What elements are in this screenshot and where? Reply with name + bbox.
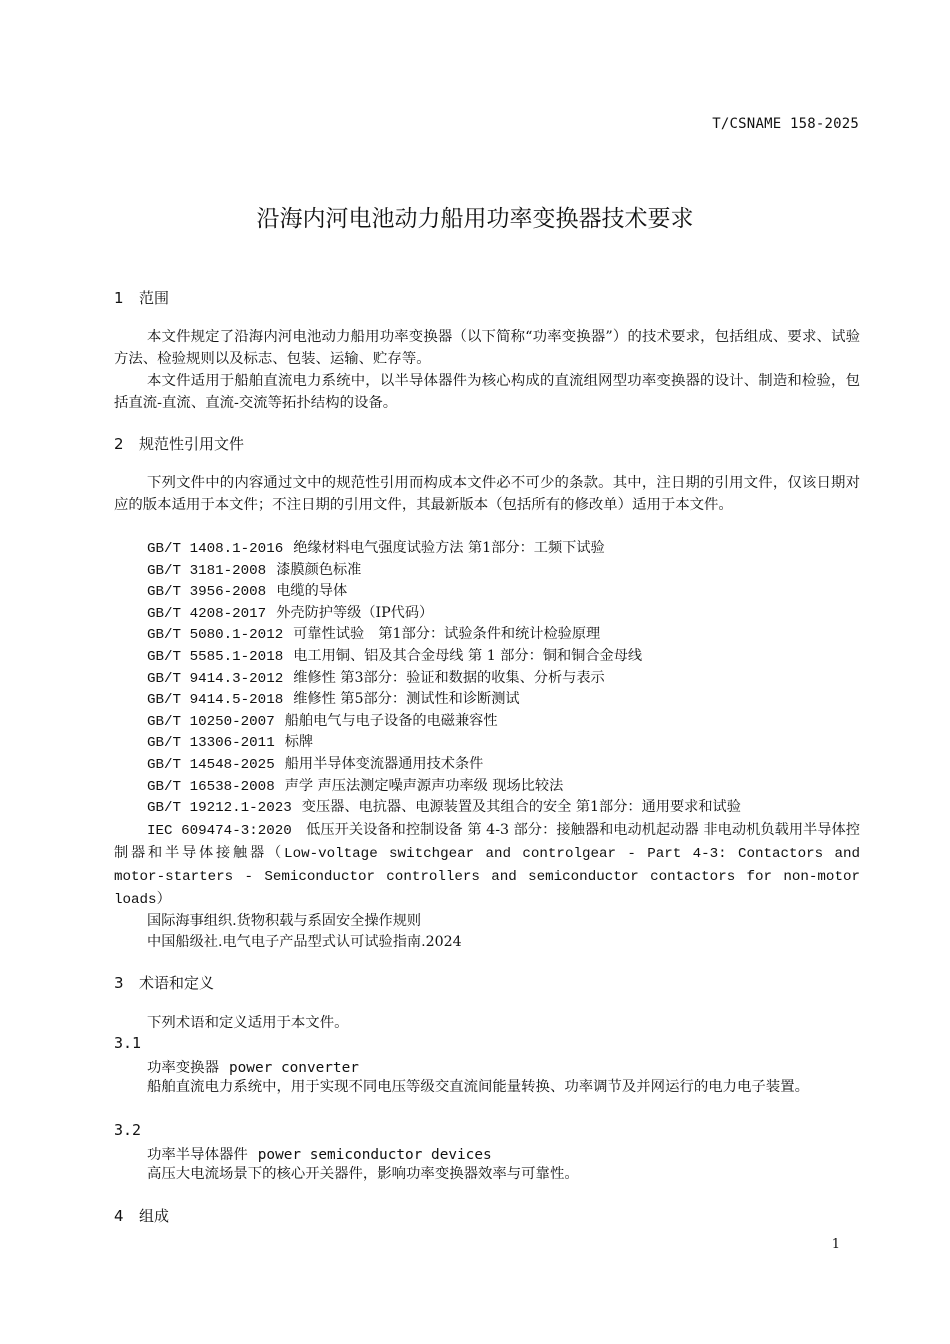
reference-title: 可靠性试验 第1部分：试验条件和统计检验原理 [293, 626, 601, 643]
reference-item [114, 624, 860, 646]
term-definition: 船舶直流电力系统中，用于实现不同电压等级交直流间能量转换、功率调节及并网运行的电力电子装置。 [147, 1079, 809, 1095]
reference-title: 电缆的导体 [276, 583, 348, 600]
reference-title: 船用半导体变流器通用技术条件 [284, 755, 484, 772]
section-heading-composition [114, 1205, 169, 1226]
page-number: 1 [831, 1237, 840, 1252]
term-heading [147, 1056, 359, 1077]
reference-title: 绝缘材料电气强度试验方法 第1部分：工频下试验 [293, 540, 605, 556]
reference-code: GB/T 19212.1-2023 [147, 800, 292, 817]
section-number: 2 [114, 435, 124, 453]
reference-list [114, 538, 860, 954]
reference-code: IEC 609474-3:2020 [147, 822, 292, 839]
reference-title: 国际海事组织.货物积载与系固安全操作规则 [147, 912, 422, 929]
reference-title: 外壳防护等级（IP代码） [276, 604, 434, 621]
document-code: T/CSNAME 158-2025 [712, 116, 859, 132]
reference-title: 电工用铜、铝及其合金母线 第 1 部分：铜和铜合金母线 [293, 647, 643, 664]
reference-item [114, 538, 860, 560]
section-heading-terms [114, 972, 214, 993]
reference-item [114, 646, 860, 668]
scope-paragraph-1: 本文件规定了沿海内河电池动力船用功率变换器（以下简称“功率变换器”）的技术要求，包括组成、要求、试验方法、检验规则以及标志、包装、运输、贮存等。 [114, 329, 860, 367]
reference-item [114, 776, 860, 798]
reference-code: GB/T 3181-2008 [147, 562, 267, 579]
term-number: 3.1 [114, 1034, 142, 1052]
term-cn: 功率变换器 [147, 1060, 219, 1076]
reference-code: GB/T 1408.1-2016 [147, 541, 284, 557]
document-title: 沿海内河电池动力船用功率变换器技术要求 [256, 206, 694, 232]
section-heading-scope [114, 287, 169, 308]
reference-code: GB/T 13306-2011 [147, 735, 275, 752]
reference-item [114, 603, 860, 625]
term-en: power semiconductor devices [257, 1147, 492, 1163]
reference-title: 船舶电气与电子设备的电磁兼容性 [284, 712, 498, 729]
reference-item [114, 732, 860, 754]
reference-item [114, 911, 860, 933]
section-title: 规范性引用文件 [139, 435, 245, 453]
section-title: 术语和定义 [139, 974, 215, 992]
reference-item [114, 668, 860, 690]
reference-item-iec [114, 819, 860, 911]
term-definition: 高压大电流场景下的核心开关器件，影响功率变换器效率与可靠性。 [147, 1166, 579, 1182]
reference-title: 声学 声压法测定噪声源声功率级 现场比较法 [284, 777, 564, 794]
reference-title-cn: 低压开关设备和控制设备 第 4-3 部分：接触器和电动机起动器 非电动机负载用半导体控制器和半导体接触器 [114, 821, 860, 861]
reference-item [114, 560, 860, 582]
reference-code: GB/T 9414.3-2012 [147, 670, 284, 687]
section-heading-normative-references [114, 433, 244, 454]
reference-item [114, 754, 860, 776]
section-title: 组成 [139, 1207, 170, 1225]
reference-item [114, 689, 860, 711]
section-number: 1 [114, 289, 124, 307]
reference-code: GB/T 10250-2007 [147, 713, 275, 730]
reference-code: GB/T 5585.1-2018 [147, 648, 284, 665]
reference-title: 维修性 第5部分：测试性和诊断测试 [293, 691, 520, 708]
section-title: 范围 [139, 289, 170, 307]
reference-item [114, 711, 860, 733]
reference-code: GB/T 4208-2017 [147, 605, 267, 622]
term-heading [147, 1143, 492, 1164]
reference-item [114, 932, 860, 954]
reference-code: GB/T 16538-2008 [147, 778, 275, 795]
reference-code: GB/T 5080.1-2012 [147, 627, 284, 644]
reference-item [114, 797, 860, 819]
terms-intro: 下列术语和定义适用于本文件。 [147, 1015, 349, 1031]
reference-item [114, 581, 860, 603]
term-number: 3.2 [114, 1121, 142, 1139]
section-number: 4 [114, 1207, 124, 1225]
reference-title: 维修性 第3部分：验证和数据的收集、分析与表示 [293, 669, 605, 686]
term-en: power converter [228, 1060, 359, 1076]
reference-title: 变压器、电抗器、电源装置及其组合的安全 第1部分：通用要求和试验 [301, 799, 741, 816]
reference-title: 中国船级社.电气电子产品型式认可试验指南.2024 [147, 934, 462, 951]
reference-title-en: （Low-voltage switchgear and controlgear - Part 4-3: Contactors and motor-starters - Semiconductor controllers and semiconductor contactors for non-motor loads） [114, 845, 860, 908]
reference-code: GB/T 14548-2025 [147, 756, 275, 773]
normative-intro: 下列文件中的内容通过文中的规范性引用而构成本文件必不可少的条款。其中，注日期的引用文件，仅该日期对应的版本适用于本文件；不注日期的引用文件，其最新版本（包括所有的修改单）适用于本文件。 [114, 475, 860, 513]
reference-title: 漆膜颜色标准 [276, 561, 362, 578]
reference-title: 标牌 [284, 734, 314, 751]
section-number: 3 [114, 974, 124, 992]
scope-paragraph-2: 本文件适用于船舶直流电力系统中，以半导体器件为核心构成的直流组网型功率变换器的设计、制造和检验，包括直流-直流、直流-交流等拓扑结构的设备。 [114, 373, 860, 411]
term-cn: 功率半导体器件 [147, 1147, 248, 1163]
reference-code: GB/T 3956-2008 [147, 584, 267, 601]
reference-code: GB/T 9414.5-2018 [147, 692, 284, 709]
